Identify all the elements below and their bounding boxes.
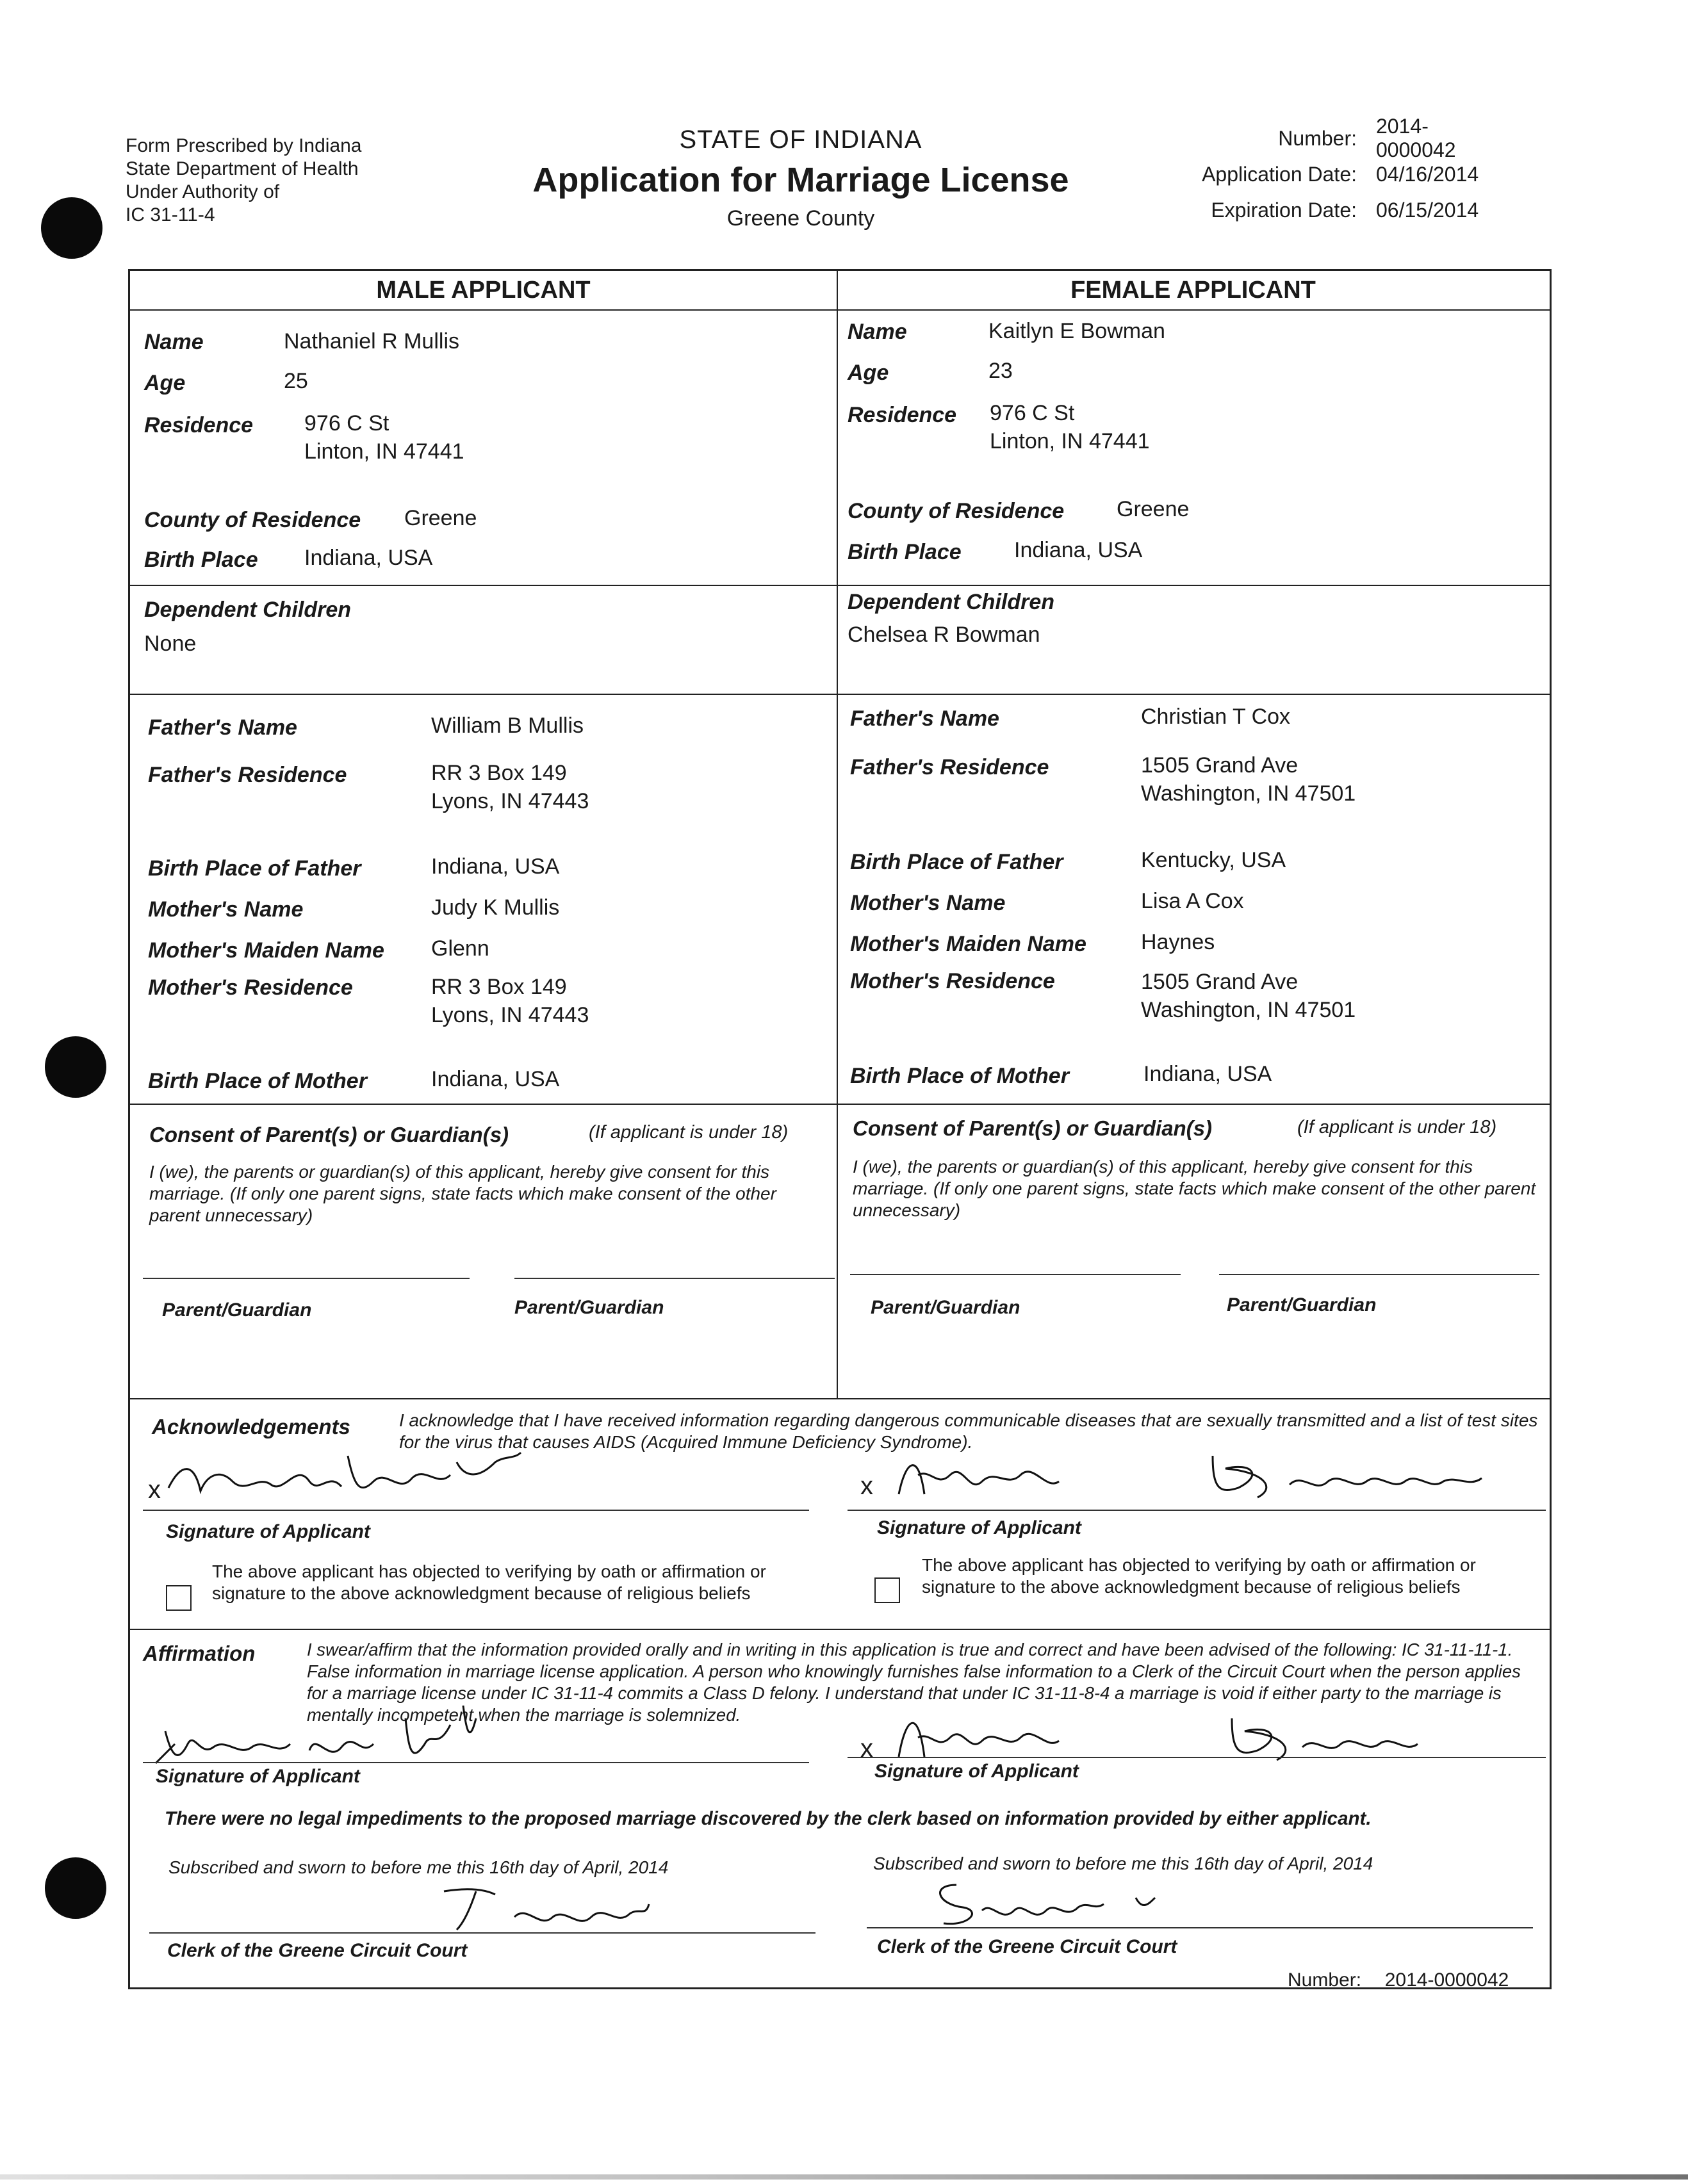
male-name-label: Name [144,330,204,354]
male-mother-maiden-value: Glenn [431,936,489,961]
acknowledgements-text: I acknowledge that I have received information regarding dangerous communicable diseases that are sexually transmitted and a list of test sites for the virus that causes AIDS (Acquired Immune Deficiency Syndrome). [399,1410,1538,1452]
rule-dependents [130,585,1550,586]
county-heading: Greene County [726,206,875,231]
male-county-label: County of Residence [144,508,361,532]
male-county-value: Greene [404,506,477,530]
page-title: Application for Marriage License [532,161,1069,199]
punch-hole-bottom [45,1857,106,1919]
rule-acknowledgements [130,1398,1550,1399]
male-mother-name-value: Judy K Mullis [431,895,560,920]
prescribed-line: State Department of Health [126,158,359,179]
male-birth-place-value: Indiana, USA [304,546,433,570]
ack-female-sig-line [848,1510,1546,1511]
ack-male-sig-mark: x [148,1476,161,1504]
male-mother-name-label: Mother's Name [148,897,304,922]
ack-female-signature-image [880,1437,1507,1513]
male-guardian-label-1: Parent/Guardian [162,1300,312,1321]
male-consent-text: I (we), the parents or guardian(s) of this applicant, hereby give consent for this marriage. (If only one parent signs, state facts which make consent of the other parent unnecessary) [149,1162,776,1225]
female-consent-title: Consent of Parent(s) or Guardian(s) [853,1116,1213,1140]
female-mother-name-value: Lisa A Cox [1141,889,1244,913]
male-consent-condition: (If applicant is under 18) [589,1122,789,1143]
female-consent-condition: (If applicant is under 18) [1297,1117,1497,1137]
female-father-name-label: Father's Name [850,706,999,731]
female-residence-line1: 976 C St [990,401,1075,425]
rule-parents [130,694,1550,695]
aff-female-signature-label: Signature of Applicant [874,1761,1079,1782]
ack-male-signature-label: Signature of Applicant [166,1521,370,1542]
female-birth-place-value: Indiana, USA [1014,538,1143,562]
female-mother-name-label: Mother's Name [850,891,1006,915]
male-residence-line2: Linton, IN 47441 [304,439,464,464]
punch-hole-top [41,197,102,259]
footer-number-label: Number: [1288,1969,1362,1991]
female-county-label: County of Residence [848,499,1065,523]
ack-male-sig-line [143,1510,809,1511]
female-clerk-sig-line [867,1927,1533,1928]
ack-male-signature-image [156,1437,540,1513]
footer-number [1288,1969,1509,1991]
affirmation-label: Affirmation [143,1642,256,1665]
female-residence-line2: Linton, IN 47441 [990,429,1150,453]
male-father-birth-value: Indiana, USA [431,854,560,879]
ack-male-objection-checkbox[interactable] [166,1585,192,1611]
ack-female-objection-text: The above applicant has objected to verifying by oath or affirmation or signature to the above acknowledgment because of religious beliefs [922,1555,1476,1597]
aff-male-sig-line [143,1762,809,1763]
prescribed-line: Form Prescribed by Indiana [126,135,362,156]
female-clerk-signature-image [918,1872,1277,1930]
ack-male-objection-text: The above applicant has objected to verifying by oath or affirmation or signature to the above acknowledgment because of religious beliefs [212,1561,766,1603]
prescribed-line: IC 31-11-4 [126,204,215,225]
female-county-value: Greene [1117,497,1190,521]
application-date-label: Application Date: [1202,162,1357,186]
female-mother-res-label: Mother's Residence [850,969,1055,993]
female-father-birth-value: Kentucky, USA [1141,848,1286,872]
male-residence-label: Residence [144,413,254,437]
expiration-date-label: Expiration Date: [1211,198,1357,222]
application-date-value: 04/16/2014 [1376,162,1479,186]
male-mother-res-line2: Lyons, IN 47443 [431,1003,589,1027]
ack-female-sig-mark: x [860,1472,873,1500]
female-age-value: 23 [988,359,1013,383]
male-mother-maiden-label: Mother's Maiden Name [148,938,384,963]
male-mother-res-line1: RR 3 Box 149 [431,975,567,999]
female-mother-res-line1: 1505 Grand Ave [1141,970,1299,994]
punch-hole-middle [45,1036,106,1098]
ack-female-objection-checkbox[interactable] [874,1577,900,1603]
male-consent-title: Consent of Parent(s) or Guardian(s) [149,1123,509,1146]
male-guardian-sig-line-1 [143,1278,470,1279]
expiration-date-value: 06/15/2014 [1376,198,1479,222]
female-birth-place-label: Birth Place [848,540,962,564]
application-form [128,269,1552,1989]
number-label: Number: [1278,126,1357,150]
male-dependent-label: Dependent Children [144,598,352,622]
female-mother-maiden-value: Haynes [1141,930,1215,954]
rule-affirmation [130,1629,1550,1630]
state-heading: STATE OF INDIANA [679,126,922,154]
aff-male-signature-image [149,1693,508,1776]
female-name-value: Kaitlyn E Bowman [988,319,1165,343]
aff-male-signature-label: Signature of Applicant [156,1766,360,1787]
affirmation-text: I swear/affirm that the information provided orally and in writing in this application is true and correct and have been advised of the following: IC 31-11-11-1. False information in marriage license application. A person who knowingly furnishes false information to a Clerk of the Circuit Court when the person applies for a marriage license under IC 31-11-4 commits a Class D felony. I understand that under IC 31-11-8-4 a marriage is void if either party to the marriage is mentally incompetent when the marriage is solemnized. [307,1640,1521,1725]
female-guardian-sig-line-2 [1219,1274,1539,1275]
male-father-res-line1: RR 3 Box 149 [431,761,567,785]
male-clerk-signature-image [367,1878,700,1936]
rule-consent [130,1104,1550,1105]
scan-edge-artifact [0,2174,1688,2180]
male-father-name-label: Father's Name [148,715,297,740]
heading-rule [130,309,1550,311]
female-mother-maiden-label: Mother's Maiden Name [850,932,1086,956]
female-father-res-line1: 1505 Grand Ave [1141,753,1299,778]
aff-female-sig-line [848,1757,1546,1758]
female-mother-birth-value: Indiana, USA [1143,1062,1272,1086]
female-father-res-label: Father's Residence [850,755,1049,779]
male-age-value: 25 [284,369,308,393]
female-guardian-sig-line-1 [850,1274,1181,1275]
female-father-res-line2: Washington, IN 47501 [1141,781,1356,806]
male-applicant-heading: MALE APPLICANT [376,277,591,304]
male-residence-line1: 976 C St [304,411,389,436]
aff-female-signature-image [886,1693,1514,1770]
male-dependent-value: None [144,632,197,656]
male-age-label: Age [144,371,186,395]
prescribed-line: Under Authority of [126,181,280,202]
male-clerk-sig-line [149,1932,815,1934]
female-guardian-label-1: Parent/Guardian [871,1297,1020,1318]
footer-number-value: 2014-0000042 [1384,1969,1509,1991]
male-guardian-label-2: Parent/Guardian [514,1297,664,1318]
female-residence-label: Residence [848,403,957,427]
ack-female-signature-label: Signature of Applicant [877,1517,1081,1538]
male-father-res-label: Father's Residence [148,763,347,787]
female-guardian-label-2: Parent/Guardian [1227,1294,1377,1316]
male-clerk-label: Clerk of the Greene Circuit Court [167,1940,468,1961]
male-father-res-line2: Lyons, IN 47443 [431,789,589,813]
female-name-label: Name [848,320,907,344]
female-consent-text: I (we), the parents or guardian(s) of this applicant, hereby give consent for this marriage. (If only one parent signs, state facts which make consent of the other parent unnecessary) [853,1157,1536,1220]
male-mother-res-label: Mother's Residence [148,975,353,1000]
number-value: 2014-0000042 [1376,115,1456,161]
male-sworn-statement: Subscribed and sworn to before me this 16th day of April, 2014 [168,1857,669,1877]
female-dependent-value: Chelsea R Bowman [848,623,1040,647]
male-name-value: Nathaniel R Mullis [284,329,459,354]
female-dependent-label: Dependent Children [848,590,1055,614]
female-sworn-statement: Subscribed and sworn to before me this 16th day of April, 2014 [873,1854,1373,1873]
column-divider [837,271,838,1398]
female-clerk-label: Clerk of the Greene Circuit Court [877,1936,1177,1957]
female-father-name-value: Christian T Cox [1141,705,1291,729]
male-father-birth-label: Birth Place of Father [148,856,361,881]
aff-female-sig-mark: x [860,1734,873,1763]
no-impediments-statement: There were no legal impediments to the proposed marriage discovered by the clerk based on information provided by either applicant. [165,1808,1372,1829]
male-mother-birth-label: Birth Place of Mother [148,1069,367,1093]
form-prescribed-block [126,134,362,227]
male-birth-place-label: Birth Place [144,548,258,572]
female-applicant-heading: FEMALE APPLICANT [1070,277,1316,304]
male-guardian-sig-line-2 [514,1278,835,1279]
female-father-birth-label: Birth Place of Father [850,850,1063,874]
female-mother-birth-label: Birth Place of Mother [850,1064,1069,1088]
male-father-name-value: William B Mullis [431,713,584,738]
female-age-label: Age [848,361,889,385]
acknowledgements-label: Acknowledgements [152,1415,350,1438]
license-meta [1140,115,1499,228]
male-mother-birth-value: Indiana, USA [431,1067,560,1091]
female-mother-res-line2: Washington, IN 47501 [1141,998,1356,1022]
